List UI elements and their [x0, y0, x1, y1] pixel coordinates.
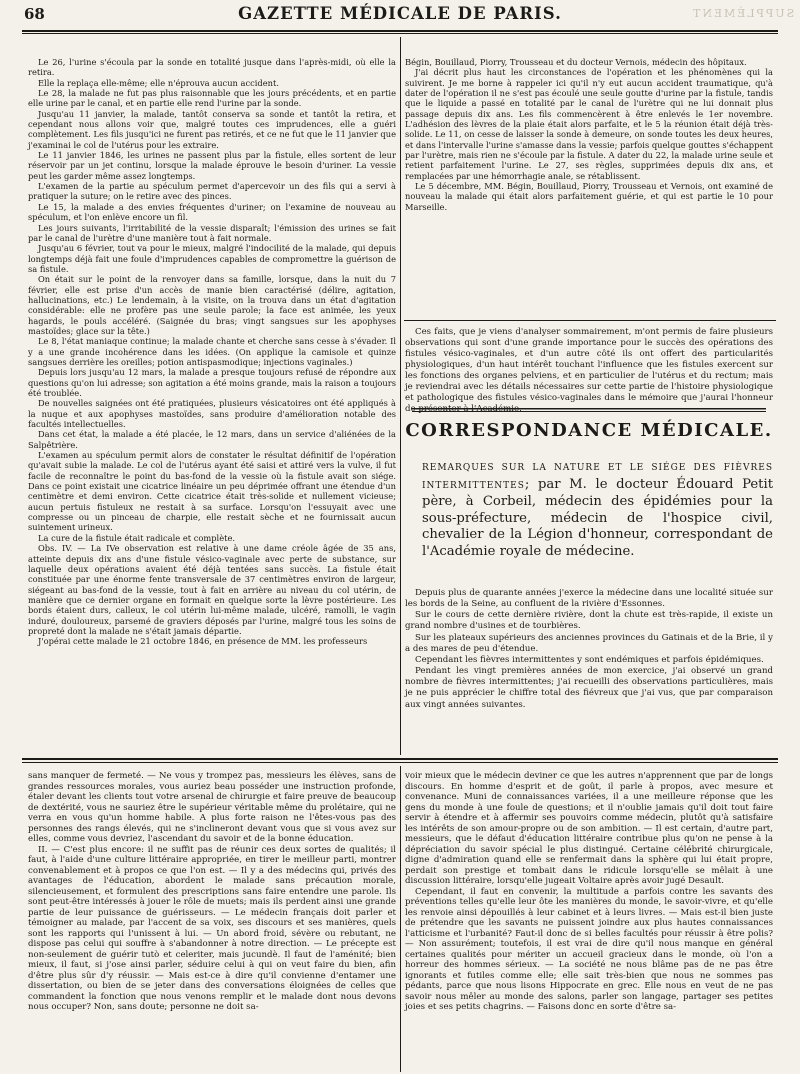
right-top-column — [405, 57, 773, 316]
body-paragraph: L'examen de la partie au spéculum permet d'apercevoir un des fils qui a servi à pratiquer la suture; on le retire avec des pinces. — [28, 181, 396, 202]
correspondance-paragraph: Sur les plateaux supérieurs des anciennes provinces du Gatinais et de la Brie, il y a des mares de peu d'étendue. — [405, 632, 773, 654]
body-paragraph: J'opérai cette malade le 21 octobre 1846, en présence de MM. les professeurs — [38, 636, 368, 647]
correspondance-body — [405, 588, 773, 751]
feuilleton-paragraph: voir mieux que le médecin deviner ce que les autres n'apprennent que par de longs discours. En homme d'esprit et de goût, il parle à propos, avec mesure et convenance. Muni de connaissances variées, il a une meilleure réponse que les gens du monde à une foule de questions; et il n'oublie jamais qu'il doit tout faire servir à étendre et à affermir ses pouvoirs comme médecin, plutôt qu'à satisfaire les intérêts de son amour-propre ou de son ambition. — Il est certain, d'autre part, messieurs, que le défaut d'éducation littéraire contribue plus qu'on ne pense à la dépréciation du savoir spécial le plus distingué. Certaine célébrité chirurgicale, digne d'admiration quand elle se renfermait dans la sphère qui lui était propre, perdait son prestige et tombait dans le ridicule lorsqu'elle se mêlait à une discussion littéraire, lorsqu'elle jugeait Voltaire après avoir jugé Desault. — [405, 771, 773, 886]
body-paragraph: Bégin, Bouillaud, Piorry, Trousseau et du docteur Vernois, médecin des hôpitaux. — [405, 57, 747, 67]
feuilleton-right — [405, 771, 773, 1071]
header-rule-thin — [22, 33, 778, 34]
body-paragraph: Elle la replaça elle-même; elle n'éprouva aucun accident. — [38, 77, 279, 88]
masthead-title: GAZETTE MÉDICALE DE PARIS. — [238, 4, 562, 23]
body-paragraph: On était sur le point de la renvoyer dans sa famille, lorsque, dans la nuit du 7 février, elle est prise d'un accès de manie bien caractérisé (délire, agitation, hallucinations, etc.) Le lendemain, à la visite, on la trouva dans un état d'agitation considérable: elle ne profère pas une seule parole; la face est animée, les yeux hagards, le pouls accéléré. (Saignée du bras; vingt sangsues sur les apophyses mastoïdes; glace sur la tête.) — [28, 274, 396, 336]
correspondance-paragraph: Pendant les vingt premières années de mon exercice, j'ai observé un grand nombre de fièvres intermittentes; j'ai recueilli des observations particulières, mais je ne puis apprécier le chiffre total des fiévreux que j'ai vus, que par comparaison aux vingt années suivantes. — [405, 666, 773, 710]
feuilleton-rule — [22, 758, 778, 760]
body-paragraph: Depuis lors jusqu'au 12 mars, la malade a presque toujours refusé de répondre aux questions qu'on lui adresse; son agitation a été moins grande, mais la raison a toujours été troublée. — [28, 367, 396, 398]
body-paragraph: Le 8, l'état maniaque continue; la malade chante et cherche sans cesse à s'évader. Il y a une grande incohérence dans les idées. (On applique la camisole et quinze sangsues derrière les oreilles; potion antispasmodique; injections vaginales.) — [28, 336, 396, 367]
page-number: 68 — [24, 5, 45, 23]
remarks-heading — [422, 459, 773, 561]
body-paragraph: De nouvelles saignées ont été pratiquées, plusieurs vésicatoires ont été appliqués à la nuque et aux apophyses mastoïdes, sans produire d'amélioration notable des facultés intellectuelles. — [28, 398, 396, 430]
correspondance-paragraph: Sur le cours de cette dernière rivière, dont la chute est très-rapide, il existe un grand nombre d'usines et de tourbières. — [405, 610, 773, 632]
body-paragraph: Dans cet état, la malade a été placée, le 12 mars, dans un service d'aliénées de la Salpêtrière. — [28, 429, 396, 450]
body-paragraph: Le 28, la malade ne fut pas plus raisonnable que les jours précédents, et en partie elle urine par le canal, et en partie elle rend l'urine par la sonde. — [28, 88, 396, 109]
bleed-through-stamp: SUPPLÉMENT — [690, 7, 794, 20]
body-paragraph: Le 15, la malade a des envies fréquentes d'uriner; on l'examine de nouveau au spéculum, et l'on enlève encore un fil. — [28, 201, 396, 223]
correspondance-paragraph: Cependant les fièvres intermittentes y sont endémiques et parfois épidémiques. — [415, 654, 764, 665]
body-paragraph: Jusqu'au 11 janvier, la malade, tantôt conserva sa sonde et tantôt la retira, et cependant nous allons voir que, malgré toutes ces imprudences, elle a guéri complètement. Les fils jusqu'ici ne furent pas retirés, et ce ne fut que le 11 janvier que j'examinai le col de l'utérus pour les extraire. — [28, 108, 396, 150]
body-paragraph: La cure de la fistule était radicale et complète. — [38, 532, 235, 543]
feuilleton-divider — [400, 766, 401, 1072]
remarks-smallcaps: REMARQUES SUR LA NATURE ET LE SIÉGE DES FIÈVRES INTERMITTENTES — [422, 463, 773, 491]
right-mid-column — [405, 327, 773, 414]
body-paragraph: Le 5 décembre, MM. Bégin, Bouillaud, Piorry, Trousseau et Vernois, ont examiné de nouveau la malade qui était alors parfaitement guérie, et qui est partie le 10 pour Marseille. — [405, 181, 773, 212]
column-divider — [400, 37, 401, 755]
feuilleton-rule-thin — [22, 762, 778, 763]
body-paragraph: Le 26, l'urine s'écoula par la sonde en totalité jusque dans l'après-midi, où elle la retira. — [28, 57, 396, 78]
body-paragraph: Obs. IV. — La IVe observation est relative à une dame créole âgée de 35 ans, atteinte depuis dix ans d'une fistule vésico-vaginale avec perte de substance, sur laquelle deux opérations avaient été déjà tentées sans succès. La fistule était constituée par une énorme fente transversale de 37 centimètres environ de largeur, siégeant au bas-fond de la vessie, tout à fait en arrière au niveau du col utérin, de manière que ce dernier organe en formait en quelque sorte la lèvre postérieure. Les bords étaient durs, calleux, le col utérin lui-même malade, ulcéré, ramolli, le vagin induré, douloureux, parsemé de graviers déposés par l'urine, malgré tous les soins de propreté dont la malade ne s'était jamais départie. — [28, 543, 396, 636]
body-paragraph: J'ai décrit plus haut les circonstances de l'opération et les phénomènes qui la suivirent. Je me borne à rappeler ici qu'il n'y eut aucun accident traumatique, qu'à dater de l'opération il ne s'est pas écoulé une seule goutte d'urine par la fistule, tandis que le liquide a passé en totalité par le canal de l'urètre qui ne lui donnait plus passage depuis dix ans. Les fils commencèrent à être enlevés le 1er novembre. L'adhésion des lèvres de la plaie était alors parfaite, et le 5 la réunion était déjà très-solide. Le 11, on cesse de laisser la sonde à demeure, on sonde toutes les deux heures, et dans l'intervalle l'urine s'amasse dans la vessie; parfois quelque gouttes s'échappent par l'urètre, mais rien ne s'écoule par la fistule. A dater du 22, la malade urine seule et retient parfaitement l'urine. Le 27, ses règles, supprimées depuis dix ans, et remplacées par une hémorrhagie anale, se rétablissent. — [405, 67, 773, 181]
body-paragraph: Jusqu'au 6 février, tout va pour le mieux, malgré l'indocilité de la malade, qui depuis longtemps déjà fait une foule d'imprudences capables de compromettre la guérison de sa fistule. — [28, 243, 396, 274]
left-column — [28, 57, 396, 751]
right-top-rule — [404, 320, 776, 321]
conclusion-paragraph: Ces faits, que je viens d'analyser sommairement, m'ont permis de faire plusieurs observations qui sont d'une grande importance pour le succès des opérations des fistules vésico-vaginales, et d'un autre côté ils ont offert des particularités physiologiques, d'un haut intérêt touchant l'influence que les fistules exercent sur les fonctions des organes pelviens, et en particulier de l'utérus et du rectum; mais je reviendrai avec les détails nécessaires sur cette partie de l'histoire physiologique et pathologique des fistules vésico-vaginales dans le mémoire que j'aurai l'honneur de présenter à l'Académie. — [405, 327, 773, 414]
feuilleton-paragraph: II. — C'est plus encore: il ne suffit pas de réunir ces deux sortes de qualités; il faut, à l'aide d'une culture littéraire appropriée, en tirer le meilleur parti, montrer convenablement et à propos ce que l'on est. — Il y a des médecins qui, privés des avantages de l'éducation, abordent le malade sans précaution morale, silencieusement, et formulent des prescriptions sans faire entendre une parole. Ils sont peut-être intéressés à jouer le rôle de muets; mais ils perdent ainsi une grande partie de leur puissance de guérisseurs. — Le médecin français doit parler et témoigner au malade, par l'accent de sa voix, ses discours et ses manières, quels sont les rapports qui l'unissent à lui. — Un abord froid, sévère ou rebutant, ne dispose pas celui qui souffre à s'abandonner à notre direction. — Le précepte est non-seulement de guérir tutò et celeriter, mais jucundè. Il faut de l'aménité; bien mieux, il faut, si j'ose ainsi parler, séduire celui à qui on veut faire du bien, afin d'être plus sûr d'y réussir. — Mais est-ce à dire qu'il convienne d'entamer une dissertation, ou bien de se jeter dans des conversations éloignées de celles que commandent la fonction que nous venons remplir et le malade dont nous devons nous occuper? Non, sans doute; personne ne doit sa- — [28, 844, 396, 1012]
body-paragraph: L'examen au spéculum permit alors de constater le résultat définitif de l'opération qu'avait subie la malade. Le col de l'utérus ayant été saisi et attiré vers la vulve, il fut facile de reconnaître le point du bas-fond de la vessie où la fistule avait son siége. Dans ce point existait une cicatrice linéaire un peu déprimée offrant une étendue d'un centimètre et demi environ. Cette cicatrice était très-solide et nullement vicieuse; aucun pertuis fistuleux ne restait à sa surface. Lorsqu'on l'essuyait avec une compresse ou un pinceau de charpie, elle restait sèche et ne fournissait aucun suintement urineux. — [28, 450, 396, 533]
body-paragraph: Le 11 janvier 1846, les urines ne passent plus par la fistule, elles sortent de leur réservoir par un jet continu, lorsque la malade éprouve le besoin d'uriner. La vessie peut les garder même assez longtemps. — [28, 150, 396, 181]
feuilleton-paragraph: Cependant, il faut en convenir, la multitude a parfois contre les savants des préventions telles qu'elle leur ôte les manières du monde, le savoir-vivre, et qu'elle les renvoie ainsi dépouillés à leur cabinet et à leurs livres. — Mais est-il bien juste de prétendre que les savants ne puissent joindre aux plus hautes connaissances l'atticisme et l'urbanité? Faut-il donc de si belles facultés pour réussir à être polis? — Non assurément; toutefois, il est vrai de dire qu'il nous manque en général certaines qualités pour mériter un accueil gracieux dans le monde, où l'on a horreur des hommes sérieux. — La société ne nous blâme pas de ne pas être ignorants et futiles comme elle; elle sait très-bien que nous ne sommes pas pédants, parce que nous lisons Hippocrate en grec. Elle nous en veut de ne pas savoir nous mêler au monde des salons, parler son langage, partager ses petites joies et ses petits chagrins. — Faisons donc en sorte d'être sa- — [405, 886, 773, 1012]
remarks-author: ; par M. le docteur Édouard Petit père, à Corbeil, médecin des épidémies pour la sous-préfecture, médecin de l'hospice civil, chevalier de la Légion d'honneur, correspondant de l'Académie royale de médecine. — [422, 476, 773, 559]
section-title: CORRESPONDANCE MÉDICALE. — [405, 420, 773, 441]
header-rule — [22, 30, 778, 32]
feuilleton-paragraph: sans manquer de fermeté. — Ne vous y trompez pas, messieurs les élèves, sans de grandes ressources morales, vous auriez beau posséder une instruction profonde, étaler devant les clients tout votre arsenal de chirurgie et faire preuve de beaucoup de dextérité, vous ne sauriez être le supérieur véritable même du prolétaire, qui ne verra en vous qu'un homme habile. A plus forte raison ne l'êtes-vous pas des personnes des rangs élevés, qui ne s'inclineront devant vous que si vous avez sur elles, comme vous devriez, l'ascendant du savoir et de la bonne éducation. — [28, 771, 396, 844]
feuilleton-left — [28, 771, 396, 1071]
body-paragraph: Les jours suivants, l'irritabilité de la vessie disparaît; l'émission des urines se fait par le canal de l'urètre d'une manière tout à fait normale. — [28, 222, 396, 243]
correspondance-paragraph: Depuis plus de quarante années j'exerce la médecine dans une localité située sur les bords de la Seine, au confluent de la rivière d'Essonnes. — [405, 588, 773, 610]
